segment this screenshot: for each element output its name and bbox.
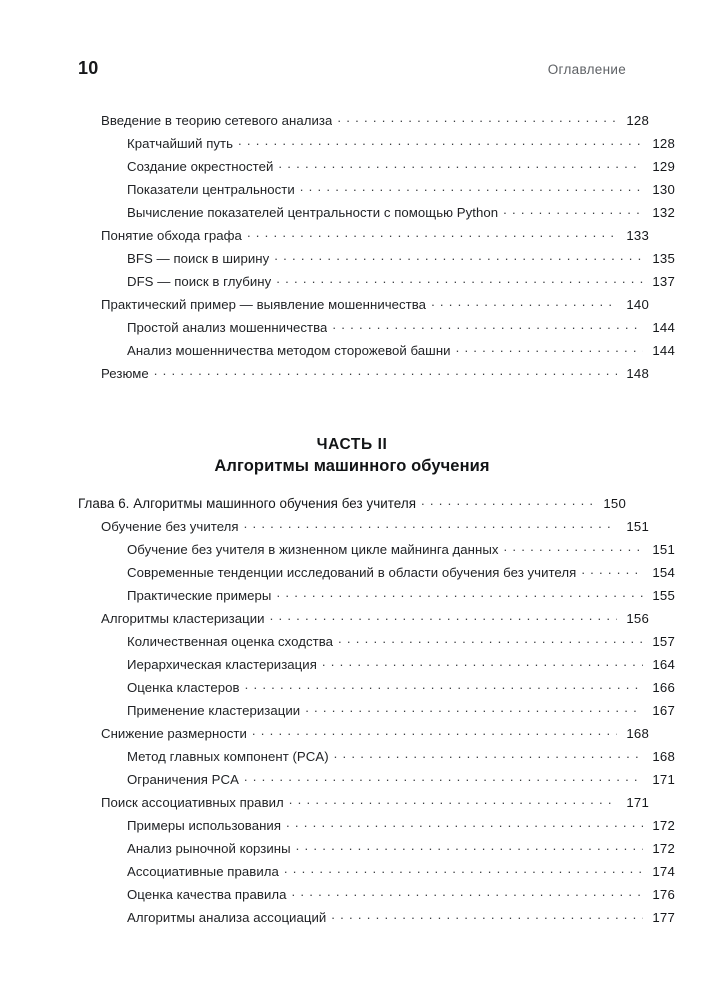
toc-entry[interactable] [78, 296, 649, 319]
toc-entry-page-number: 135 [652, 251, 675, 267]
toc-entry-label: Обучение без учителя в жизненном цикле майнинга данных [127, 542, 499, 558]
part-number-label: ЧАСТЬ II [316, 436, 388, 453]
table-of-contents [78, 112, 675, 932]
toc-leader-dots [581, 564, 643, 577]
toc-entry-label: Кратчайший путь [127, 136, 234, 152]
toc-entry[interactable] [78, 587, 675, 610]
toc-entry-page-number: 166 [652, 680, 675, 696]
toc-entry[interactable] [78, 273, 675, 296]
toc-leader-dots [504, 541, 643, 554]
toc-entry[interactable] [78, 886, 675, 909]
spacer [78, 478, 626, 495]
toc-entry[interactable] [78, 135, 675, 158]
toc-entry-label: Применение кластеризации [127, 703, 301, 719]
toc-leader-dots [276, 587, 643, 600]
toc-leader-dots [332, 319, 643, 332]
toc-leader-dots [503, 204, 643, 217]
toc-entry-page-number: 177 [652, 910, 675, 926]
toc-leader-dots [238, 135, 643, 148]
toc-entry[interactable] [78, 204, 675, 227]
toc-leader-dots [337, 112, 617, 125]
toc-entry[interactable] [78, 495, 626, 518]
toc-entry[interactable] [78, 863, 675, 886]
toc-entry-label: Глава 6. Алгоритмы машинного обучения без учителя [78, 496, 417, 512]
toc-entry-page-number: 171 [652, 772, 675, 788]
toc-entry-label: Резюме [101, 366, 149, 382]
toc-entry[interactable] [78, 250, 675, 273]
toc-leader-dots [245, 679, 643, 692]
toc-entry-page-number: 155 [652, 588, 675, 604]
toc-entry-label: Иерархическая кластеризация [127, 657, 317, 673]
toc-leader-dots [270, 610, 617, 623]
toc-entry-page-number: 157 [652, 634, 675, 650]
toc-leader-dots [296, 840, 643, 853]
toc-leader-dots [286, 817, 643, 830]
toc-leader-dots [284, 863, 643, 876]
toc-entry-label: Понятие обхода графа [101, 228, 242, 244]
toc-leader-dots [244, 518, 617, 531]
toc-entry-label: Поиск ассоциативных правил [101, 795, 284, 811]
toc-entry[interactable] [78, 518, 649, 541]
toc-leader-dots [292, 886, 644, 899]
page-folio: 10 [78, 58, 99, 78]
toc-entry-page-number: 151 [652, 542, 675, 558]
toc-leader-dots [289, 794, 617, 807]
toc-leader-dots [431, 296, 617, 309]
toc-leader-dots [338, 633, 643, 646]
toc-entry-label: Современные тенденции исследований в области обучения без учителя [127, 565, 577, 581]
toc-entry[interactable] [78, 541, 675, 564]
toc-entry[interactable] [78, 365, 649, 388]
toc-entry-page-number: 137 [652, 274, 675, 290]
toc-leader-dots [244, 771, 643, 784]
toc-entry-label: Анализ рыночной корзины [127, 841, 291, 857]
toc-entry-page-number: 128 [626, 113, 649, 129]
toc-entry-page-number: 174 [652, 864, 675, 880]
toc-entry-label: Вычисление показателей центральности с помощью Python [127, 205, 499, 221]
toc-entry-page-number: 129 [652, 159, 675, 175]
toc-entry-page-number: 172 [652, 818, 675, 834]
toc-entry-label: Алгоритмы кластеризации [101, 611, 265, 627]
toc-entry-page-number: 150 [603, 496, 626, 512]
toc-entry-page-number: 167 [652, 703, 675, 719]
toc-entry-page-number: 144 [652, 343, 675, 359]
toc-entry-page-number: 148 [626, 366, 649, 382]
toc-entry-page-number: 168 [652, 749, 675, 765]
toc-entry[interactable] [78, 227, 649, 250]
toc-entry-label: Показатели центральности [127, 182, 295, 198]
toc-entry-page-number: 140 [626, 297, 649, 313]
toc-entry-label: Оценка качества правила [127, 887, 287, 903]
toc-entry-label: Ассоциативные правила [127, 864, 279, 880]
toc-entry-page-number: 133 [626, 228, 649, 244]
toc-entry-label: Ограничения PCA [127, 772, 239, 788]
toc-entry-label: Обучение без учителя [101, 519, 239, 535]
toc-entry[interactable] [78, 817, 675, 840]
toc-entry-label: Введение в теорию сетевого анализа [101, 113, 333, 129]
toc-leader-dots [276, 273, 643, 286]
toc-leader-dots [421, 495, 594, 508]
toc-entry[interactable] [78, 702, 675, 725]
toc-entry-page-number: 168 [626, 726, 649, 742]
toc-entry-page-number: 151 [626, 519, 649, 535]
toc-leader-dots [274, 250, 643, 263]
toc-entry-page-number: 171 [626, 795, 649, 811]
toc-entry-page-number: 164 [652, 657, 675, 673]
toc-entry-page-number: 130 [652, 182, 675, 198]
toc-entry-page-number: 154 [652, 565, 675, 581]
toc-entry-label: Количественная оценка сходства [127, 634, 334, 650]
toc-leader-dots [252, 725, 617, 738]
running-head [78, 58, 626, 84]
part-divider [78, 434, 626, 478]
toc-entry-label: Практический пример — выявление мошенничества [101, 297, 427, 313]
toc-entry-label: DFS — поиск в глубину [127, 274, 272, 290]
toc-entry[interactable] [78, 679, 675, 702]
toc-entry-label: Анализ мошенничества методом сторожевой башни [127, 343, 451, 359]
toc-leader-dots [331, 909, 643, 922]
toc-entry-page-number: 132 [652, 205, 675, 221]
toc-leader-dots [247, 227, 617, 240]
toc-entry-page-number: 128 [652, 136, 675, 152]
toc-leader-dots [154, 365, 617, 378]
toc-leader-dots [322, 656, 643, 669]
toc-entry[interactable] [78, 181, 675, 204]
toc-entry-page-number: 176 [652, 887, 675, 903]
toc-entry-label: Простой анализ мошенничества [127, 320, 328, 336]
toc-entry[interactable] [78, 725, 649, 748]
toc-entry-label: BFS — поиск в ширину [127, 251, 270, 267]
toc-entry[interactable] [78, 319, 675, 342]
toc-entry-label: Алгоритмы анализа ассоциаций [127, 910, 327, 926]
toc-entry[interactable] [78, 656, 675, 679]
toc-entry[interactable] [78, 342, 675, 365]
toc-entry[interactable] [78, 112, 649, 135]
toc-leader-dots [305, 702, 643, 715]
running-head-title: Оглавление [547, 62, 626, 77]
toc-entry[interactable] [78, 840, 675, 863]
toc-entry-label: Примеры использования [127, 818, 282, 834]
toc-entry-label: Метод главных компонент (PCA) [127, 749, 329, 765]
toc-entry-label: Оценка кластеров [127, 680, 240, 696]
toc-entry[interactable] [78, 564, 675, 587]
toc-entry-page-number: 172 [652, 841, 675, 857]
toc-entry[interactable] [78, 748, 675, 771]
toc-entry[interactable] [78, 633, 675, 656]
toc-leader-dots [278, 158, 643, 171]
toc-entry[interactable] [78, 794, 649, 817]
toc-entry-page-number: 156 [626, 611, 649, 627]
toc-leader-dots [334, 748, 643, 761]
toc-entry[interactable] [78, 771, 675, 794]
toc-entry[interactable] [78, 610, 649, 633]
toc-entry-page-number: 144 [652, 320, 675, 336]
toc-leader-dots [300, 181, 643, 194]
spacer [78, 388, 626, 432]
toc-entry-label: Практические примеры [127, 588, 272, 604]
toc-entry[interactable] [78, 909, 675, 932]
part-title: Алгоритмы машинного обучения [214, 457, 490, 475]
toc-entry-label: Создание окрестностей [127, 159, 274, 175]
toc-leader-dots [456, 342, 643, 355]
toc-entry[interactable] [78, 158, 675, 181]
toc-entry-label: Снижение размерности [101, 726, 247, 742]
